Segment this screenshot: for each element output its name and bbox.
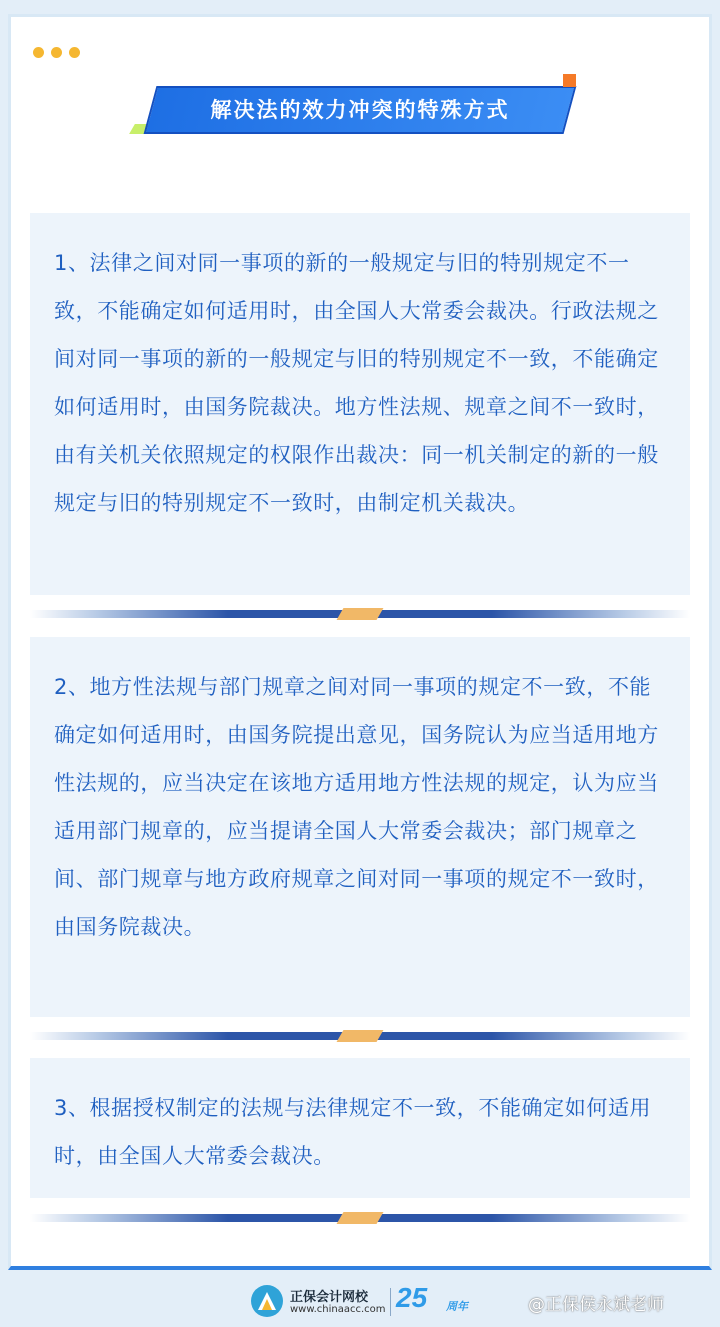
anniversary-text: 周年 bbox=[446, 1300, 468, 1313]
rule-text-3: 3、根据授权制定的法规与法律规定不一致，不能确定如何适用时，由全国人大常委会裁决。 bbox=[54, 1096, 652, 1168]
dot-icon bbox=[69, 47, 80, 58]
page-title: 解决法的效力冲突的特殊方式 bbox=[210, 98, 510, 122]
footer bbox=[0, 1280, 720, 1327]
rule-block-3 bbox=[30, 1058, 690, 1198]
rule-block-2 bbox=[30, 637, 690, 1017]
brand-url: www.chinaacc.com bbox=[290, 1304, 386, 1315]
brand-name: 正保会计网校 bbox=[290, 1290, 369, 1305]
dot-icon bbox=[51, 47, 62, 58]
decorative-dots bbox=[33, 47, 80, 58]
brand-logo-icon bbox=[250, 1284, 284, 1318]
section-divider bbox=[30, 608, 690, 622]
section-divider bbox=[30, 1030, 690, 1044]
anniversary-number: 25 bbox=[396, 1282, 428, 1313]
title-banner bbox=[120, 72, 590, 152]
footer-separator bbox=[390, 1288, 391, 1316]
weibo-watermark: @正保侯永斌老师 bbox=[528, 1295, 664, 1315]
rule-block-1 bbox=[30, 213, 690, 595]
section-divider bbox=[30, 1212, 690, 1226]
dot-icon bbox=[33, 47, 44, 58]
rule-text-2: 2、地方性法规与部门规章之间对同一事项的规定不一致，不能确定如何适用时，由国务院提出意见，国务院认为应当适用地方性法规的，应当决定在该地方适用地方性法规的规定，认为应当适用部门规章的，应当提请全国人大常委会裁决；部门规章之间、部门规章与地方政府规章之间对同一事项的规定不一致时，由国务院裁决。 bbox=[54, 675, 659, 939]
rule-text-1: 1、法律之间对同一事项的新的一般规定与旧的特别规定不一致，不能确定如何适用时，由全国人大常委会裁决。行政法规之间对同一事项的新的一般规定与旧的特别规定不一致，不能确定如何适用时，由国务院裁决。地方性法规、规章之间不一致时，由有关机关依照规定的权限作出裁决：同一机关制定的新的一般规定与旧的特别规定不一致时，由制定机关裁决。 bbox=[54, 251, 659, 515]
